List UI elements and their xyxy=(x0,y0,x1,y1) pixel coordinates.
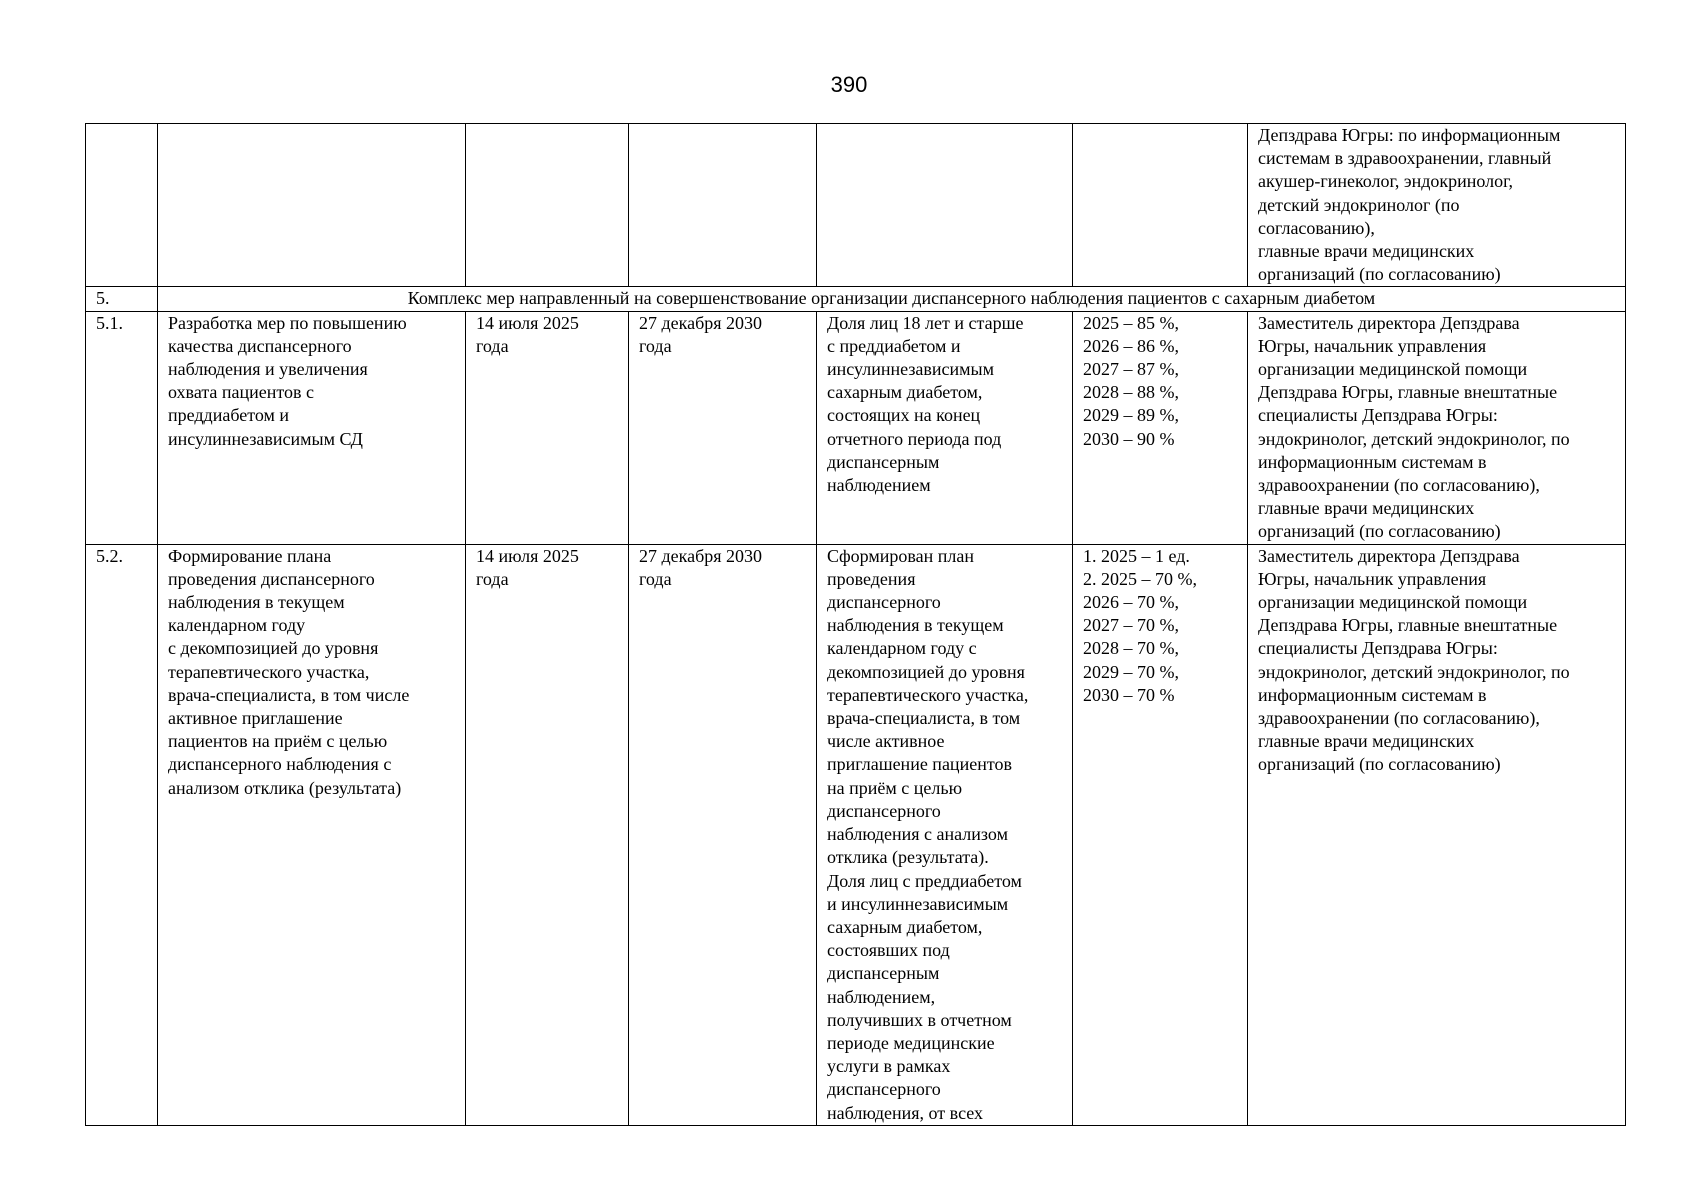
cell-start-date xyxy=(466,124,629,287)
section-title: Комплекс мер направленный на совершенствование организации диспансерного наблюдения пациентов с сахарным диабетом xyxy=(158,287,1626,311)
cell-indicator: 2025 – 85 %, 2026 – 86 %, 2027 – 87 %, 2028 – 88 %, 2029 – 89 %, 2030 – 90 % xyxy=(1073,311,1248,544)
cell-end-date: 27 декабря 2030 года xyxy=(629,311,817,544)
cell-indicator xyxy=(1073,124,1248,287)
cell-responsible: Депздрава Югры: по информационным системам в здравоохранении, главный акушер-гинеколог, эндокринолог, детский эндокринолог (по согласованию), главные врачи медицинских организаций (по согласованию) xyxy=(1248,124,1626,287)
cell-measure: Формирование плана проведения диспансерного наблюдения в текущем календарном году с декомпозицией до уровня терапевтического участка, врача-специалиста, в том числе активное приглашение пациентов на приём с целью диспансерного наблюдения с анализом отклика (результата) xyxy=(158,544,466,1125)
cell-measure xyxy=(158,124,466,287)
cell-measure: Разработка мер по повышению качества диспансерного наблюдения и увеличения охвата пациентов с преддиабетом и инсулиннезависимым СД xyxy=(158,311,466,544)
cell-end-date: 27 декабря 2030 года xyxy=(629,544,817,1125)
section-number: 5. xyxy=(86,287,158,311)
page-number: 390 xyxy=(830,72,868,97)
cell-start-date: 14 июля 2025 года xyxy=(466,311,629,544)
cell-result: Сформирован план проведения диспансерного наблюдения в текущем календарном году с декомпозицией до уровня терапевтического участка, врача-специалиста, в том числе активное приглашение пациентов на приём с целью диспансерного наблюдения с анализом отклика (результата). Доля лиц с преддиабетом и инсулиннезависимым сахарным диабетом, состоявших под диспансерным наблюдением, получивших в отчетном периоде медицинские услуги в рамках диспансерного наблюдения, от всех xyxy=(817,544,1073,1125)
cell-responsible: Заместитель директора Депздрава Югры, начальник управления организации медицинской помощи Депздрава Югры, главные внештатные специалисты Депздрава Югры: эндокринолог, детский эндокринолог, по информационным системам в здравоохранении (по согласованию), главные врачи медицинских организаций (по согласованию) xyxy=(1248,544,1626,1125)
table-row xyxy=(86,311,1626,544)
cell-number xyxy=(86,124,158,287)
cell-indicator: 1. 2025 – 1 ед. 2. 2025 – 70 %, 2026 – 70 %, 2027 – 70 %, 2028 – 70 %, 2029 – 70 %, 2030 – 70 % xyxy=(1073,544,1248,1125)
cell-result: Доля лиц 18 лет и старше с преддиабетом и инсулиннезависимым сахарным диабетом, состоящих на конец отчетного периода под диспансерным наблюдением xyxy=(817,311,1073,544)
measures-table xyxy=(85,123,1626,1126)
table-row-continuation xyxy=(86,124,1626,287)
table-row xyxy=(86,544,1626,1125)
cell-responsible: Заместитель директора Депздрава Югры, начальник управления организации медицинской помощи Депздрава Югры, главные внештатные специалисты Депздрава Югры: эндокринолог, детский эндокринолог, по информационным системам в здравоохранении (по согласованию), главные врачи медицинских организаций (по согласованию) xyxy=(1248,311,1626,544)
table-row-section xyxy=(86,287,1626,311)
cell-end-date xyxy=(629,124,817,287)
cell-number: 5.2. xyxy=(86,544,158,1125)
cell-result xyxy=(817,124,1073,287)
cell-number: 5.1. xyxy=(86,311,158,544)
cell-start-date: 14 июля 2025 года xyxy=(466,544,629,1125)
